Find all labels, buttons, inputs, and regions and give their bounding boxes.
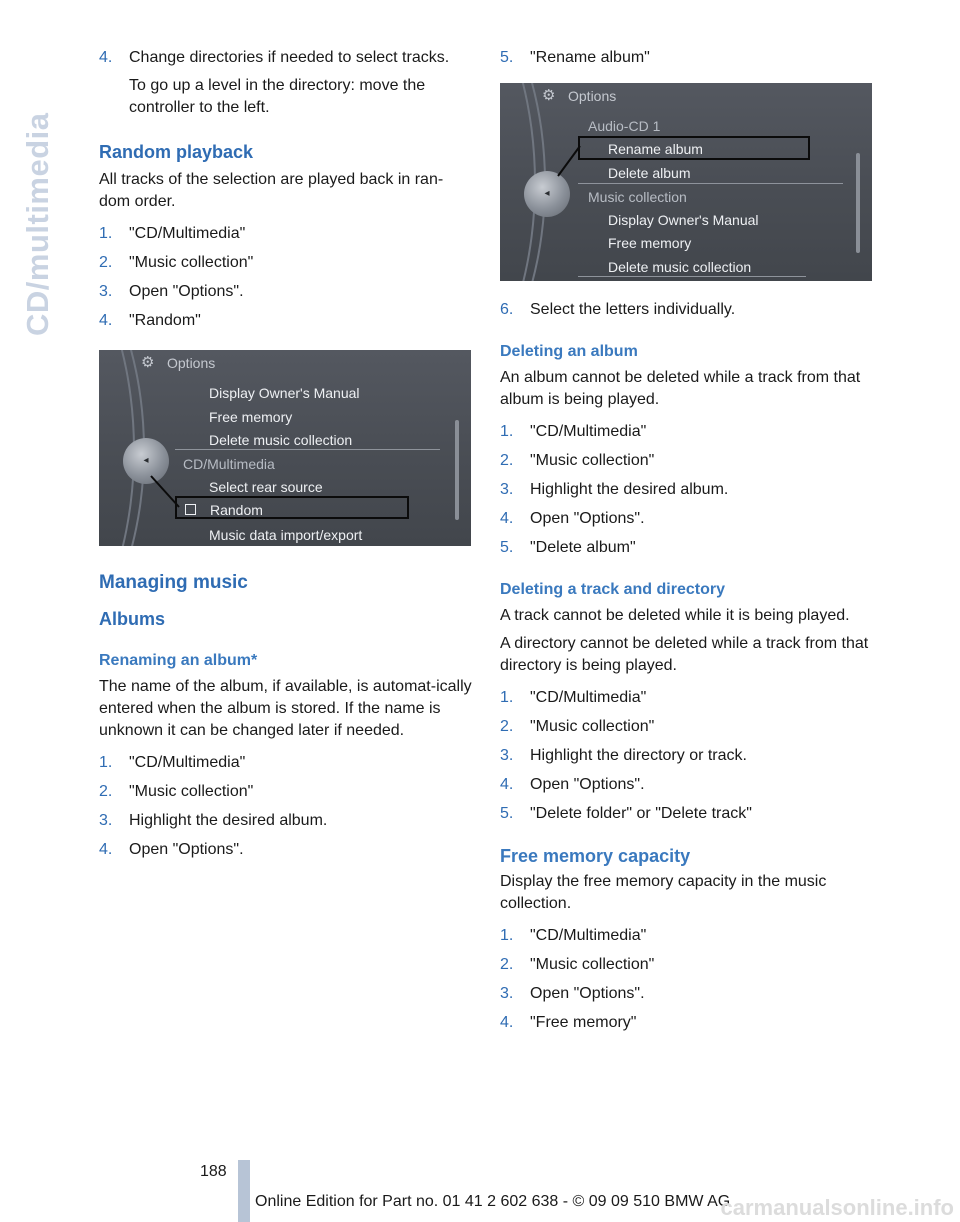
paragraph: The name of the album, if available, is automat‐ically entered when the album is stored. If the name is unknown it can be changed later if needed. [99, 678, 472, 739]
menu-category: Audio-CD 1 [588, 118, 661, 134]
options-header: Options [167, 355, 216, 371]
left-column [99, 47, 473, 868]
step-text: Highlight the directory or track. [530, 747, 747, 764]
list-item [500, 508, 874, 530]
step-text: Highlight the desired album. [530, 481, 729, 498]
step-text: "Rename album" [530, 49, 650, 66]
list-item [99, 839, 473, 861]
step-number: 1. [500, 927, 514, 944]
list-item [99, 810, 473, 832]
menu-item[interactable]: Select rear source [209, 479, 323, 495]
menu-item-label: Random [210, 502, 263, 518]
list-item [99, 47, 473, 119]
menu-item[interactable]: Display Owner's Manual [209, 385, 360, 401]
step-number: 2. [500, 956, 514, 973]
step-text: "Random" [129, 312, 201, 329]
step-number: 2. [500, 718, 514, 735]
subheading-rename: Renaming an album* [99, 652, 258, 669]
step-text: "Delete album" [530, 539, 636, 556]
list-item [99, 752, 473, 774]
paragraph: A directory cannot be deleted while a track from that directory is being played. [500, 635, 869, 674]
step-number: 3. [99, 283, 113, 300]
step-number: 5. [500, 539, 514, 556]
list-item [500, 450, 874, 472]
step-number: 1. [500, 423, 514, 440]
step-text: "CD/Multimedia" [530, 927, 647, 944]
list-item [500, 47, 874, 69]
step-number: 5. [500, 805, 514, 822]
options-icon: ⚙ [141, 354, 155, 371]
list-item [500, 421, 874, 443]
steps-list [500, 421, 874, 559]
list-item [99, 781, 473, 803]
menu-item[interactable]: Delete music collection [608, 259, 752, 275]
callout-line [99, 350, 471, 546]
subheading-delete-track: Deleting a track and directory [500, 581, 725, 598]
step-number: 3. [99, 812, 113, 829]
list-item [500, 925, 874, 947]
step-subtext: To go up a level in the directory: move the controller to the left. [129, 77, 426, 116]
section-heading-random: Random playback [99, 142, 254, 162]
step-text: Open "Options". [530, 776, 645, 793]
step-text: "CD/Multimedia" [530, 689, 647, 706]
step-number: 4. [500, 1014, 514, 1031]
callout-line [500, 83, 872, 281]
section-heading-managing: Managing music [99, 572, 248, 593]
section-heading-albums: Albums [99, 609, 166, 629]
step-number: 4. [500, 776, 514, 793]
scrollbar[interactable] [856, 153, 860, 253]
step-text: Select the letters individually. [530, 301, 736, 318]
footer-edition: Online Edition for Part no. 01 41 2 602 638 - © 09 09 510 BMW AG [255, 1193, 731, 1210]
step-text: "Music collection" [530, 718, 655, 735]
menu-item[interactable]: Delete album [608, 165, 691, 181]
list-item [99, 310, 473, 332]
step-text: Change directories if needed to select tracks. [129, 49, 450, 66]
paragraph: All tracks of the selection are played back in ran‐dom order. [99, 171, 444, 210]
right-column [500, 47, 874, 1041]
steps-list [99, 752, 473, 861]
list-item [99, 223, 473, 245]
step-number: 4. [99, 49, 113, 66]
step-text: Highlight the desired album. [129, 812, 328, 829]
list-item [500, 774, 874, 796]
step-number: 1. [99, 225, 113, 242]
step-number: 2. [99, 783, 113, 800]
step-number: 1. [99, 754, 113, 771]
screenshot-rename-menu [500, 83, 872, 281]
menu-category: CD/Multimedia [183, 456, 275, 472]
list-item [500, 745, 874, 767]
page-marker-bar [238, 1160, 250, 1222]
list-item [99, 281, 473, 303]
menu-item[interactable]: Free memory [608, 235, 692, 251]
chapter-side-title: CD/multimedia [20, 112, 55, 336]
menu-item[interactable]: Display Owner's Manual [608, 212, 759, 228]
step-number: 4. [99, 312, 113, 329]
list-item [500, 537, 874, 559]
scrollbar[interactable] [455, 420, 459, 520]
controller-knob: ◂ [123, 438, 169, 484]
step-number: 4. [99, 841, 113, 858]
list-item [500, 954, 874, 976]
step-number: 2. [99, 254, 113, 271]
list-item [500, 687, 874, 709]
step-number: 3. [500, 747, 514, 764]
paragraph: Display the free memory capacity in the music collection. [500, 873, 827, 912]
step-text: "Music collection" [530, 452, 655, 469]
step-text: Open "Options". [530, 985, 645, 1002]
steps-list [99, 223, 473, 332]
step-text: Open "Options". [129, 283, 244, 300]
step-text: "Delete folder" or "Delete track" [530, 805, 752, 822]
step-number: 3. [500, 481, 514, 498]
menu-item[interactable]: Free memory [209, 409, 293, 425]
menu-category: Music collection [588, 189, 687, 205]
menu-item-rename-album[interactable]: Rename album [608, 141, 703, 157]
screenshot-random-menu [99, 350, 471, 546]
step-number: 5. [500, 49, 514, 66]
paragraph: A track cannot be deleted while it is being played. [500, 607, 850, 624]
step-text: "Music collection" [530, 956, 655, 973]
step-number: 6. [500, 301, 514, 318]
step-text: "CD/Multimedia" [129, 754, 246, 771]
list-item [500, 1012, 874, 1034]
menu-item[interactable]: Music data import/export [209, 527, 363, 543]
menu-item[interactable]: Delete music collection [209, 432, 353, 448]
page-number: 188 [200, 1163, 227, 1180]
paragraph: An album cannot be deleted while a track from that album is being played. [500, 369, 861, 408]
list-item [500, 716, 874, 738]
controller-knob: ◂ [524, 171, 570, 217]
steps-list [500, 925, 874, 1034]
list-item [500, 299, 874, 321]
step-text: "Free memory" [530, 1014, 637, 1031]
list-item [500, 479, 874, 501]
subheading-delete-album: Deleting an album [500, 343, 638, 360]
step-text: "Music collection" [129, 254, 254, 271]
step-text: "CD/Multimedia" [530, 423, 647, 440]
step-number: 2. [500, 452, 514, 469]
step-text: Open "Options". [129, 841, 244, 858]
step-text: Open "Options". [530, 510, 645, 527]
options-icon: ⚙ [542, 87, 556, 104]
step-text: "Music collection" [129, 783, 254, 800]
step-number: 3. [500, 985, 514, 1002]
list-item [500, 803, 874, 825]
section-heading-free-memory: Free memory capacity [500, 846, 691, 866]
steps-list [500, 687, 874, 825]
list-item [500, 983, 874, 1005]
options-header: Options [568, 88, 617, 104]
step-text: "CD/Multimedia" [129, 225, 246, 242]
step-number: 4. [500, 510, 514, 527]
watermark: carmanualsonline.info [720, 1195, 954, 1220]
list-item [99, 252, 473, 274]
step-number: 1. [500, 689, 514, 706]
